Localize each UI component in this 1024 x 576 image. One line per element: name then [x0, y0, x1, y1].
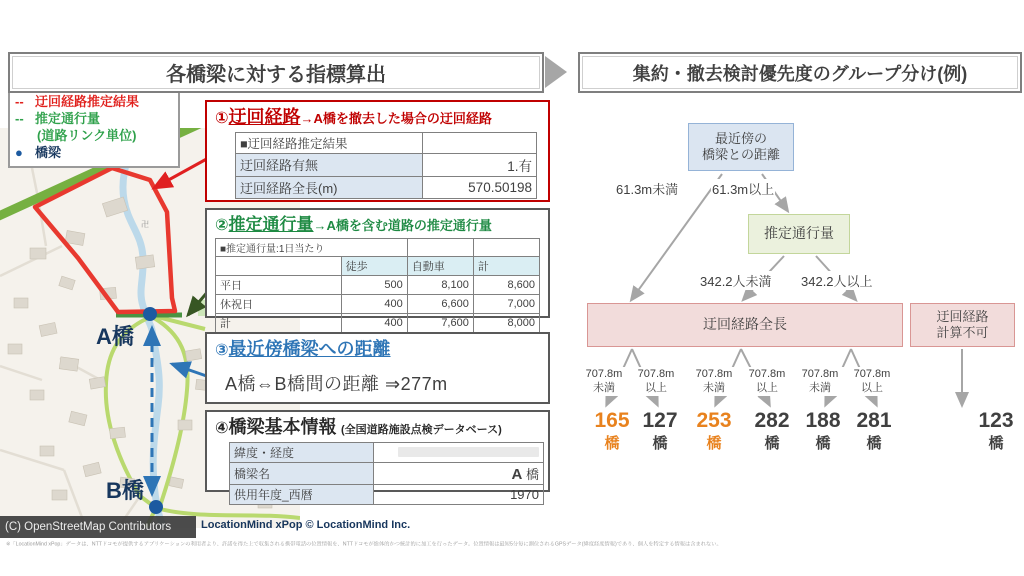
left-panel-header	[8, 52, 544, 93]
leaf-edge-label: 707.8m 以上	[630, 367, 682, 396]
distance-value-text: A橋⇔B橋間の距離 ⇒277m	[225, 373, 448, 394]
detour-route-title: ①迂回経路→A橋を撤去した場合の迂回経路	[215, 107, 492, 127]
table-row: 橋梁名 A 橋	[230, 462, 544, 484]
bridge-a-dot	[143, 307, 157, 321]
tree-node-estimated-traffic: 推定通行量	[748, 214, 850, 254]
legend-traffic-item: -- 推定通行量 (道路リンク単位)	[15, 111, 137, 144]
table-row: 休祝日 400 6,600 7,000	[216, 295, 540, 314]
bridge-a-label: A橋	[96, 324, 134, 349]
tree-node-nearest-distance: 最近傍の 橋梁との距離	[688, 123, 794, 171]
dashed-line-red-icon: --	[15, 94, 24, 109]
group-count: 188 橋	[805, 409, 841, 453]
map-shrine-icon: 卍	[141, 220, 149, 229]
table-caption: ■推定通行量:1日当たり	[216, 239, 408, 257]
group-count: 282 橋	[754, 409, 790, 453]
detour-route-table	[235, 132, 537, 199]
leaf-edge-label: 707.8m 以上	[846, 367, 898, 396]
tree-edge-label-under-342: 342.2人未満	[699, 271, 773, 290]
table-row: 供用年度_西暦 1970	[230, 484, 544, 504]
traffic-volume-table	[215, 238, 540, 333]
bridge-basic-info-box	[205, 410, 550, 502]
leaf-edge-label: 707.8m 以上	[741, 367, 793, 396]
table-row: 緯度・経度	[230, 442, 544, 462]
leaf-edge-label: 707.8m 未満	[794, 367, 846, 396]
dot-blue-icon: ●	[15, 145, 23, 161]
redacted-value	[398, 447, 539, 457]
group-count: 127 橋	[642, 409, 678, 453]
right-panel-title: 集約・撤去検討優先度のグループ分け(例)	[632, 63, 968, 84]
traffic-volume-title: ②推定通行量→A橋を含む道路の推定通行量	[215, 215, 492, 234]
tree-edge-label-over-61m: 61.3m以上	[711, 179, 775, 198]
group-count: 253 橋	[696, 409, 732, 453]
table-row: 迂回経路有無 1.有	[236, 153, 537, 176]
legend-detour-item: -- 迂回経路推定結果	[15, 94, 140, 109]
group-count: 165 橋	[594, 409, 630, 453]
detour-route-box	[205, 100, 550, 202]
group-count: 123 橋	[978, 409, 1014, 453]
bridge-b-label: B橋	[106, 478, 144, 503]
nearest-bridge-distance-title: ③最近傍橋梁への距離	[215, 339, 391, 359]
table-header-row: 徒歩 自動車 計	[216, 257, 540, 276]
group-count: 281 橋	[856, 409, 892, 453]
map-legend	[8, 88, 180, 168]
tree-edge-label-over-342: 342.2人以上	[800, 271, 874, 290]
traffic-volume-box	[205, 208, 550, 331]
bridge-b-dot	[149, 500, 163, 514]
data-credit: LocationMind xPop © LocationMind Inc.	[201, 519, 411, 531]
right-panel-header	[578, 52, 1022, 93]
table-row: 迂回経路全長(m) 570.50198	[236, 176, 537, 198]
leaf-edge-label: 707.8m 未満	[688, 367, 740, 396]
table-row: 平日 500 8,100 8,600	[216, 276, 540, 295]
arrow-right-icon	[545, 56, 569, 88]
bridge-basic-info-table	[229, 442, 544, 505]
table-caption: ■迂回経路推定結果	[236, 132, 423, 153]
tree-edge-label-under-61m: 61.3m未満	[615, 179, 679, 198]
tree-node-detour-length: 迂回経路全長	[587, 303, 903, 347]
data-disclaimer: ※「LocationMind xPop」データは、NTTドコモが提供するアプリケーションの利用者より、許諾を得た上で収集される携帯電話の位置情報を、NTTドコモが総体的かつ統計的に加工を行ったデータ。位置情報は最短5分毎に測位されるGPSデータ(緯度経度情報)であり、個人を特定する情報は含まれない。	[6, 541, 722, 547]
tree-node-detour-not-computable: 迂回経路 計算不可	[910, 303, 1015, 347]
left-panel-title: 各橋梁に対する指標算出	[166, 64, 386, 86]
table-row: 計 400 7,600 8,000	[216, 314, 540, 333]
leaf-edge-label: 707.8m 未満	[578, 367, 630, 396]
nearest-bridge-distance-box	[205, 332, 550, 404]
bridge-basic-info-title: ④橋梁基本情報 (全国道路施設点検データベース)	[215, 417, 502, 437]
dashed-line-green-icon: --	[15, 111, 24, 127]
legend-bridge-item: ● 橋梁	[15, 145, 62, 161]
osm-attribution: (C) OpenStreetMap Contributors	[0, 516, 196, 538]
